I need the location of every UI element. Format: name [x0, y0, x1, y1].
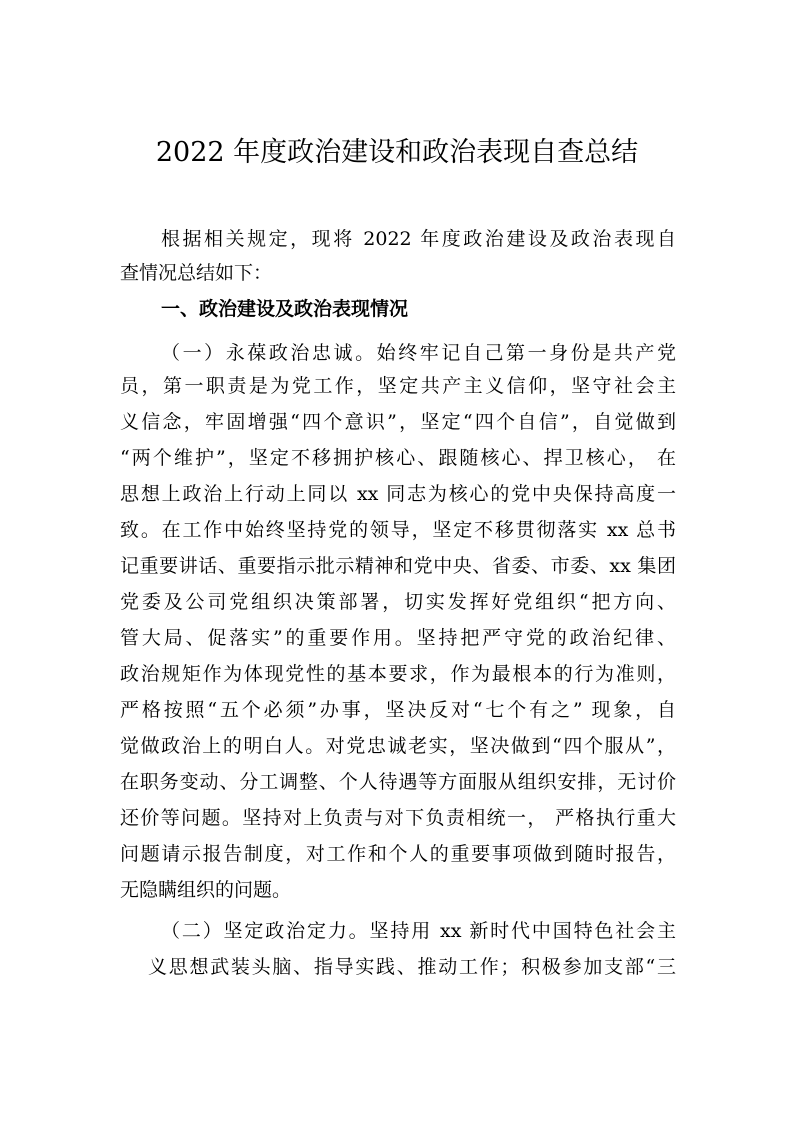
- paragraph-line: “两个维护”，坚定不移拥护核心、跟随核心、捍卫核心， 在: [120, 447, 676, 469]
- paragraph-line: 问题请示报告制度，对工作和个人的重要事项做到随时报告，: [120, 843, 676, 865]
- paragraph-line: 严格按照“五个必须”办事，坚决反对“七个有之” 现象，自: [120, 699, 676, 721]
- paragraph-line: 记重要讲话、重要指示批示精神和党中央、省委、市委、xx 集团: [120, 555, 676, 577]
- paragraph-line: （一）永葆政治忠诚。始终牢记自己第一身份是共产党: [161, 342, 676, 364]
- paragraph-line: 在职务变动、分工调整、个人待遇等方面服从组织安排，无讨价: [120, 771, 676, 793]
- paragraph-line: 管大局、促落实”的重要作用。坚持把严守党的政治纪律、: [120, 627, 676, 649]
- paragraph-line: 党委及公司党组织决策部署，切实发挥好党组织“把方向、: [120, 591, 676, 613]
- paragraph-line: （二）坚定政治定力。坚持用 xx 新时代中国特色社会主: [161, 920, 676, 942]
- paragraph-line: 无隐瞒组织的问题。: [120, 879, 292, 901]
- paragraph-line: 义信念，牢固增强“四个意识”，坚定“四个自信”，自觉做到: [120, 411, 676, 433]
- document-title: 2022 年度政治建设和政治表现自查总结: [155, 137, 639, 168]
- paragraph-line: 思想上政治上行动上同以 xx 同志为核心的党中央保持高度一: [120, 483, 676, 505]
- intro-line-1: 根据相关规定，现将 2022 年度政治建设及政治表现自: [161, 228, 676, 250]
- paragraph-line: 义思想武装头脑、指导实践、推动工作；积极参加支部“三: [148, 956, 676, 978]
- section-heading: 一、政治建设及政治表现情况: [161, 298, 409, 320]
- intro-line-2: 查情况总结如下：: [120, 262, 273, 284]
- paragraph-line: 员，第一职责是为党工作，坚定共产主义信仰，坚守社会主: [120, 375, 676, 397]
- paragraph-line: 政治规矩作为体现党性的基本要求，作为最根本的行为准则，: [120, 663, 676, 685]
- paragraph-line: 致。在工作中始终坚持党的领导，坚定不移贯彻落实 xx 总书: [120, 519, 676, 541]
- paragraph-line: 觉做政治上的明白人。对党忠诚老实，坚决做到“四个服从”，: [120, 735, 676, 757]
- paragraph-line: 还价等问题。坚持对上负责与对下负责相统一， 严格执行重大: [120, 807, 676, 829]
